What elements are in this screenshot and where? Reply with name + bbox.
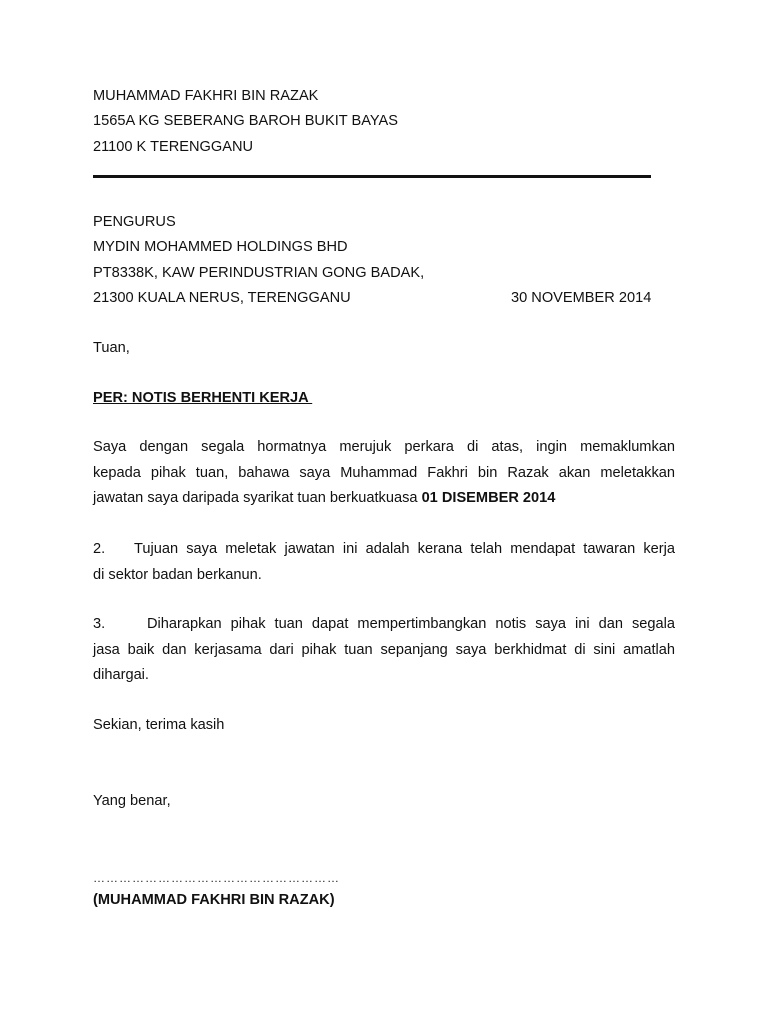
paragraph-2	[93, 537, 675, 588]
header-separator-line	[93, 175, 651, 178]
subject-text: PER: NOTIS BERHENTI KERJA	[93, 390, 313, 406]
recipient-title: PENGURUS	[93, 214, 176, 230]
effective-date: 01 DISEMBER 2014	[421, 490, 556, 506]
sender-name: MUHAMMAD FAKHRI BIN RAZAK	[93, 88, 319, 104]
paragraph-1-line-3	[93, 486, 675, 512]
paragraph-1	[93, 435, 675, 512]
closing-text: Sekian, terima kasih	[93, 717, 225, 733]
paragraph-2-number: 2.	[93, 541, 106, 557]
signature-name: (MUHAMMAD FAKHRI BIN RAZAK)	[93, 892, 335, 908]
recipient-address-line2: 21300 KUALA NERUS, TERENGGANU	[93, 290, 351, 306]
salutation: Tuan,	[93, 340, 130, 356]
paragraph-3	[93, 612, 675, 689]
paragraph-2-line-2: di sektor badan berkanun.	[93, 566, 262, 583]
letter-date: 30 NOVEMBER 2014	[511, 290, 652, 306]
paragraph-3-line-2: jasa baik dan kerjasama dari pihak tuan sepanjang saya berkhidmat di sini amatlah	[93, 641, 675, 658]
paragraph-3-line-1-text: Diharapkan pihak tuan dapat mempertimbangkan notis saya ini dan segala	[147, 616, 675, 632]
paragraph-3-number: 3.	[93, 616, 106, 632]
paragraph-1-line-2: kepada pihak tuan, bahawa saya Muhammad Fakhri bin Razak akan meletakkan	[93, 464, 675, 481]
sender-address-line1: 1565A KG SEBERANG BAROH BUKIT BAYAS	[93, 113, 398, 129]
paragraph-3-line-1	[93, 612, 675, 638]
recipient-company: MYDIN MOHAMMED HOLDINGS BHD	[93, 239, 348, 255]
recipient-address-line1: PT8338K, KAW PERINDUSTRIAN GONG BADAK,	[93, 265, 425, 281]
sender-address-line2: 21100 K TERENGGANU	[93, 139, 254, 155]
signature-line: …………………………………………………	[93, 871, 340, 885]
paragraph-2-line-1-text: Tujuan saya meletak jawatan ini adalah kerana telah mendapat tawaran kerja	[134, 541, 675, 557]
paragraph-1-line-3-text: jawatan saya daripada syarikat tuan berkuatkuasa	[93, 490, 422, 506]
paragraph-3-line-3: dihargai.	[93, 667, 149, 683]
subject-line	[93, 389, 312, 407]
paragraph-2-line-1	[93, 537, 675, 563]
paragraph-1-line-1: Saya dengan segala hormatnya merujuk perkara di atas, ingin memaklumkan	[93, 439, 675, 455]
signoff-text: Yang benar,	[93, 793, 171, 809]
